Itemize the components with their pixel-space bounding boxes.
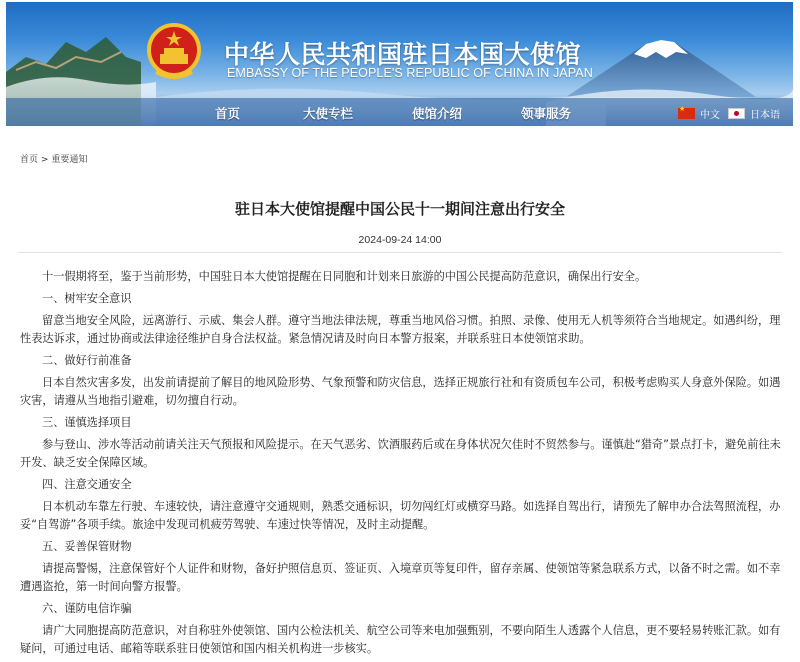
site-title-cn: 中华人民共和国驻日本国大使馆 (224, 40, 582, 69)
section-heading: 一、树牢安全意识 (42, 292, 132, 305)
article-paragraph: 日本机动车靠左行驶、车速较快，请注意遵守交通规则，熟悉交通标识，切勿闯红灯或横穿马路。如选择自驾出行，请预先了解申办合法驾照流程，办妥“自驾游”各项手续。旅途中发现司机疲劳驾驶、车速过快等情况，及时主动提醒。 (20, 500, 781, 531)
lang-japanese-label: 日本语 (750, 110, 780, 121)
article-paragraph: 十一假期将至，鉴于当前形势，中国驻日本大使馆提醒在日同胞和计划来日旅游的中国公民提高防范意识，确保出行安全。 (42, 270, 647, 283)
breadcrumb-separator: > (40, 155, 49, 165)
title-divider (18, 252, 782, 253)
breadcrumb-home-link[interactable]: 首页 (20, 155, 39, 165)
national-emblem-icon (146, 22, 202, 82)
section-heading: 四、注意交通安全 (42, 478, 132, 491)
article-paragraph: 参与登山、涉水等活动前请关注天气预报和风险提示。在天气恶劣、饮酒服药后或在身体状况欠佳时不贸然参与。谨慎赴“猎奇”景点打卡，避免前往未开发、缺乏安全保障区域。 (20, 438, 781, 469)
main-nav (6, 100, 793, 124)
lang-chinese-label: 中文 (700, 110, 720, 121)
china-flag-icon (678, 108, 695, 119)
site-title-en: EMBASSY OF THE PEOPLE'S REPUBLIC OF CHINA IN JAPAN (227, 66, 593, 80)
article-paragraph: 日本自然灾害多发，出发前请提前了解目的地风险形势、气象预警和防灾信息，选择正规旅行社和有资质包车公司，积极考虑购买人身意外保险。如遇灾害，请遵从当地指引避难，切勿擅自行动。 (20, 376, 781, 407)
article-paragraph: 请广大同胞提高防范意识，对自称驻外使领馆、国内公检法机关、航空公司等来电加强甄别，不要向陌生人透露个人信息，更不要轻易转账汇款。如有疑问，可通过电话、邮箱等联系驻日使领馆和国内相关机构进一步核实。 (20, 624, 781, 655)
section-heading: 六、谨防电信诈骗 (42, 602, 132, 615)
section-heading: 二、做好行前准备 (42, 354, 132, 367)
nav-item-ambassador-column[interactable]: 大使专栏 (303, 106, 354, 121)
breadcrumb (20, 152, 87, 165)
lang-japanese[interactable] (728, 106, 780, 121)
section-heading: 五、妥善保管财物 (42, 540, 132, 553)
section-heading: 三、谨慎选择项目 (42, 416, 132, 429)
header-banner (6, 2, 793, 126)
article-title: 驻日本大使馆提醒中国公民十一期间注意出行安全 (234, 200, 565, 218)
nav-item-home[interactable]: 首页 (215, 106, 241, 121)
article-date: 2024-09-24 14:00 (358, 234, 442, 246)
nav-item-embassy-intro[interactable]: 使馆介绍 (412, 106, 463, 121)
lang-chinese[interactable] (678, 106, 720, 121)
article-paragraph: 请提高警惕，注意保管好个人证件和财物，备好护照信息页、签证页、入境章页等复印件，留存亲属、使领馆等紧急联系方式，以备不时之需。如不幸遭遇盗抢，第一时间向警方报警。 (20, 562, 781, 593)
japan-flag-icon (728, 108, 745, 119)
article-body (20, 268, 782, 662)
breadcrumb-current-link[interactable]: 重要通知 (51, 155, 88, 165)
nav-item-consular-service[interactable]: 领事服务 (521, 106, 572, 121)
article-paragraph: 留意当地安全风险，远离游行、示威、集会人群。遵守当地法律法规，尊重当地风俗习惯。拍照、录像、使用无人机等须符合当地规定。如遇纠纷，理性表达诉求，通过协商或法律途径维护自身合法权益。紧急情况请及时向日本警方报案，并联系驻日本使领馆求助。 (20, 314, 781, 345)
